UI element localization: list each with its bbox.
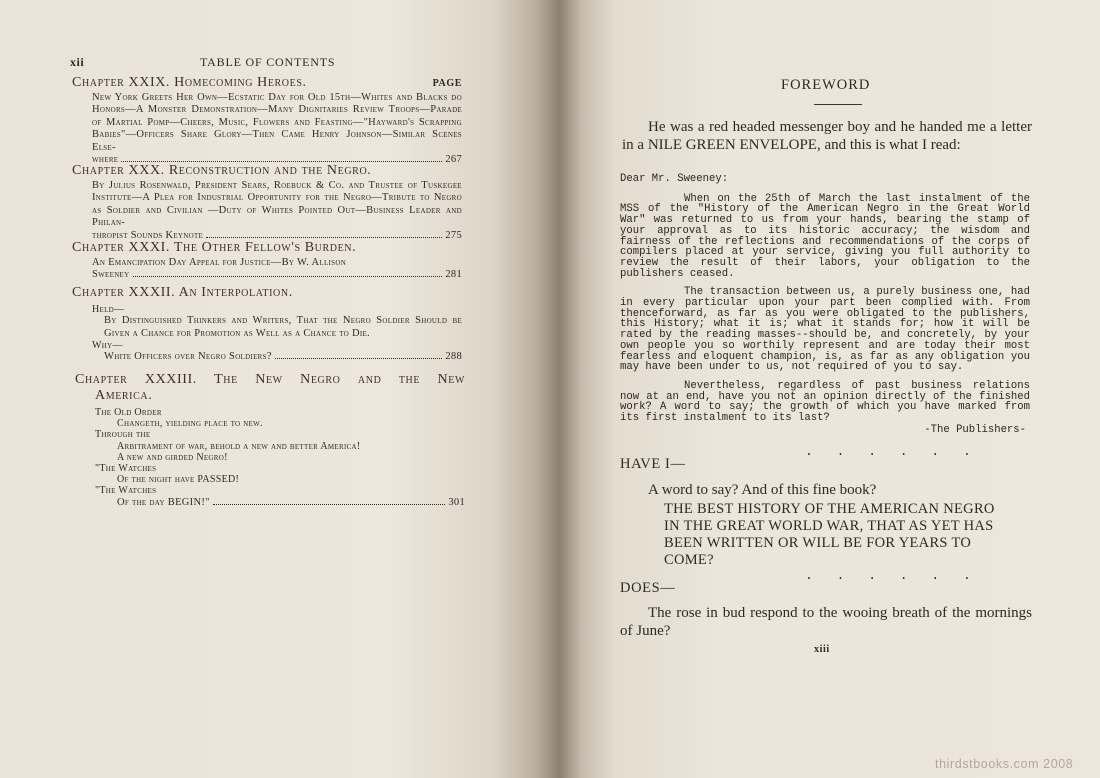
left-page-number: xii	[70, 55, 85, 69]
held-text: By Distinguished Thinkers and Writers, That the Negro Soldier Should be Given a Chance for Promotion as Well as a Chance to Die.	[104, 315, 462, 339]
toc-entry	[72, 240, 462, 282]
chapter-summary: An Emancipation Day Appeal for Justice—By W. Allison	[92, 257, 347, 268]
chapter-heading: Chapter XXXII. An Interpolation.	[72, 285, 293, 300]
chapter-heading: Chapter XXX. Reconstruction and the Negro.	[72, 163, 372, 178]
chapter-heading-cont: America.	[95, 388, 153, 403]
why-label: Why—	[92, 340, 123, 352]
foreword-title: FOREWORD	[781, 77, 871, 93]
held-label: Held—	[92, 304, 125, 315]
toc-line: "The Watches	[95, 485, 157, 497]
toc-leader-line	[117, 497, 465, 509]
letter-paragraph: Nevertheless, regardless of past business relations now at an end, have you not an opinion directly of the finished work? A word to say; the growth of which you have marked from its first instalment to its last?	[620, 379, 1030, 425]
right-page-number: xiii	[814, 644, 830, 655]
watermark-text: thirdstbooks.com 2008	[935, 757, 1074, 771]
toc-entry	[72, 75, 462, 166]
chapter-heading: Chapter XXXIII. The New Negro and the New	[75, 372, 465, 387]
chapter-summary: New York Greets Her Own—Ecstatic Day for Old 15th—Whites and Blacks do Honors—A Monster Demonstration—Many Dignitaries Review Troops—Parade of Martial Pomp—Cheers, Music, Flowers and Feasting—"Hayward's Scrapping Babies"—Officers Share Glory—Then Came Henry Johnson—Similar Scenes Else-	[92, 92, 462, 153]
does-label: DOES—	[620, 580, 676, 596]
chapter-heading: Chapter XXXI. The Other Fellow's Burden.	[72, 240, 357, 255]
page-number: 288	[445, 351, 462, 363]
separator-dots: . . . . . .	[805, 444, 979, 459]
toc-line: Through the	[95, 429, 151, 441]
toc-line: Of the night have PASSED!	[117, 474, 240, 486]
why-text: White Officers over Negro Soldiers?	[104, 351, 272, 363]
question-two: The rose in bud respond to the wooing breath of the mornings of June?	[620, 605, 1032, 639]
toc-entry	[72, 163, 462, 242]
summary-tail: where	[92, 154, 119, 166]
letter-salutation: Dear Mr. Sweeney:	[620, 173, 729, 185]
letter	[620, 174, 1030, 435]
page-column-label: PAGE	[432, 78, 462, 89]
page-number: 301	[448, 496, 465, 508]
book-claim: THE BEST HISTORY OF THE AMERICAN NEGRO IN THE GREAT WORLD WAR, THAT AS YET HAS BEEN WRITTEN OR WILL BE FOR YEARS TO COME?	[664, 501, 995, 568]
foreword-intro: He was a red headed messenger boy and he handed me a letter in a NILE GREEN ENVELOPE, and this is what I read:	[622, 119, 1032, 153]
toc-line: Changeth, yielding place to new.	[117, 418, 263, 430]
have-label: HAVE I—	[620, 456, 686, 472]
right-page	[560, 0, 1100, 778]
separator-dots: . . . . . .	[805, 568, 979, 583]
toc-line: The Old Order	[95, 407, 162, 418]
letter-paragraph: The transaction between us, a purely business one, had in every particular upon your part been complied with. From thenceforward, as far as you were obligated to the publishers, this History; what it is; what it stands for; how it will be rated by the reading masses--should be, and concretely, by your own people you so worthily represent and are today their most fearless and eloquent champion, is, as far as any obligation you may have been under to us, not required of you to say.	[620, 286, 1030, 374]
toc-line: A new and girded Negro!	[117, 451, 228, 463]
page-number: 281	[445, 269, 462, 281]
toc-line: "The Watches	[95, 463, 157, 475]
page-number: 267	[445, 154, 462, 166]
summary-tail: Sweeney	[92, 269, 130, 281]
toc-line: Arbitrament of war, behold a new and better America!	[117, 440, 361, 452]
toc-leader-line	[92, 269, 462, 281]
question-one: A word to say? And of this fine book?	[648, 482, 877, 498]
toc-entry	[75, 372, 465, 509]
summary-tail: thropist Sounds Keynote	[92, 229, 204, 241]
letter-signature: -The Publishers-	[924, 423, 1026, 436]
title-rule	[814, 104, 862, 105]
chapter-heading: Chapter XXIX. Homecoming Heroes.	[72, 75, 307, 90]
chapter-summary: By Julius Rosenwald, President Sears, Roebuck & Co. and Trustee of Tuskegee Institute—A Plea for Industrial Opportunity for the Negro—Tribute to Negro as Soldier and Civilian —Duty of Whites Pointed Out—Business Leader and Philan-	[92, 180, 462, 229]
toc-entry	[72, 285, 462, 364]
toc-leader-line	[104, 351, 462, 363]
letter-paragraph: When on the 25th of March the last instalment of the MSS of the "History of the American Negro in the Great World War" was returned to us from your hands, bearing the stamp of your approval as to its historic accuracy; the wisdom and fairness of the reflections and recommendations of the corps of compilers placed at your service, giving you full authority to review the result of their labors, your obligation to the publishers ceased.	[620, 192, 1030, 280]
page-number: 275	[445, 229, 462, 241]
running-head: TABLE OF CONTENTS	[200, 55, 336, 69]
toc-line: Of the day BEGIN!"	[117, 496, 210, 508]
